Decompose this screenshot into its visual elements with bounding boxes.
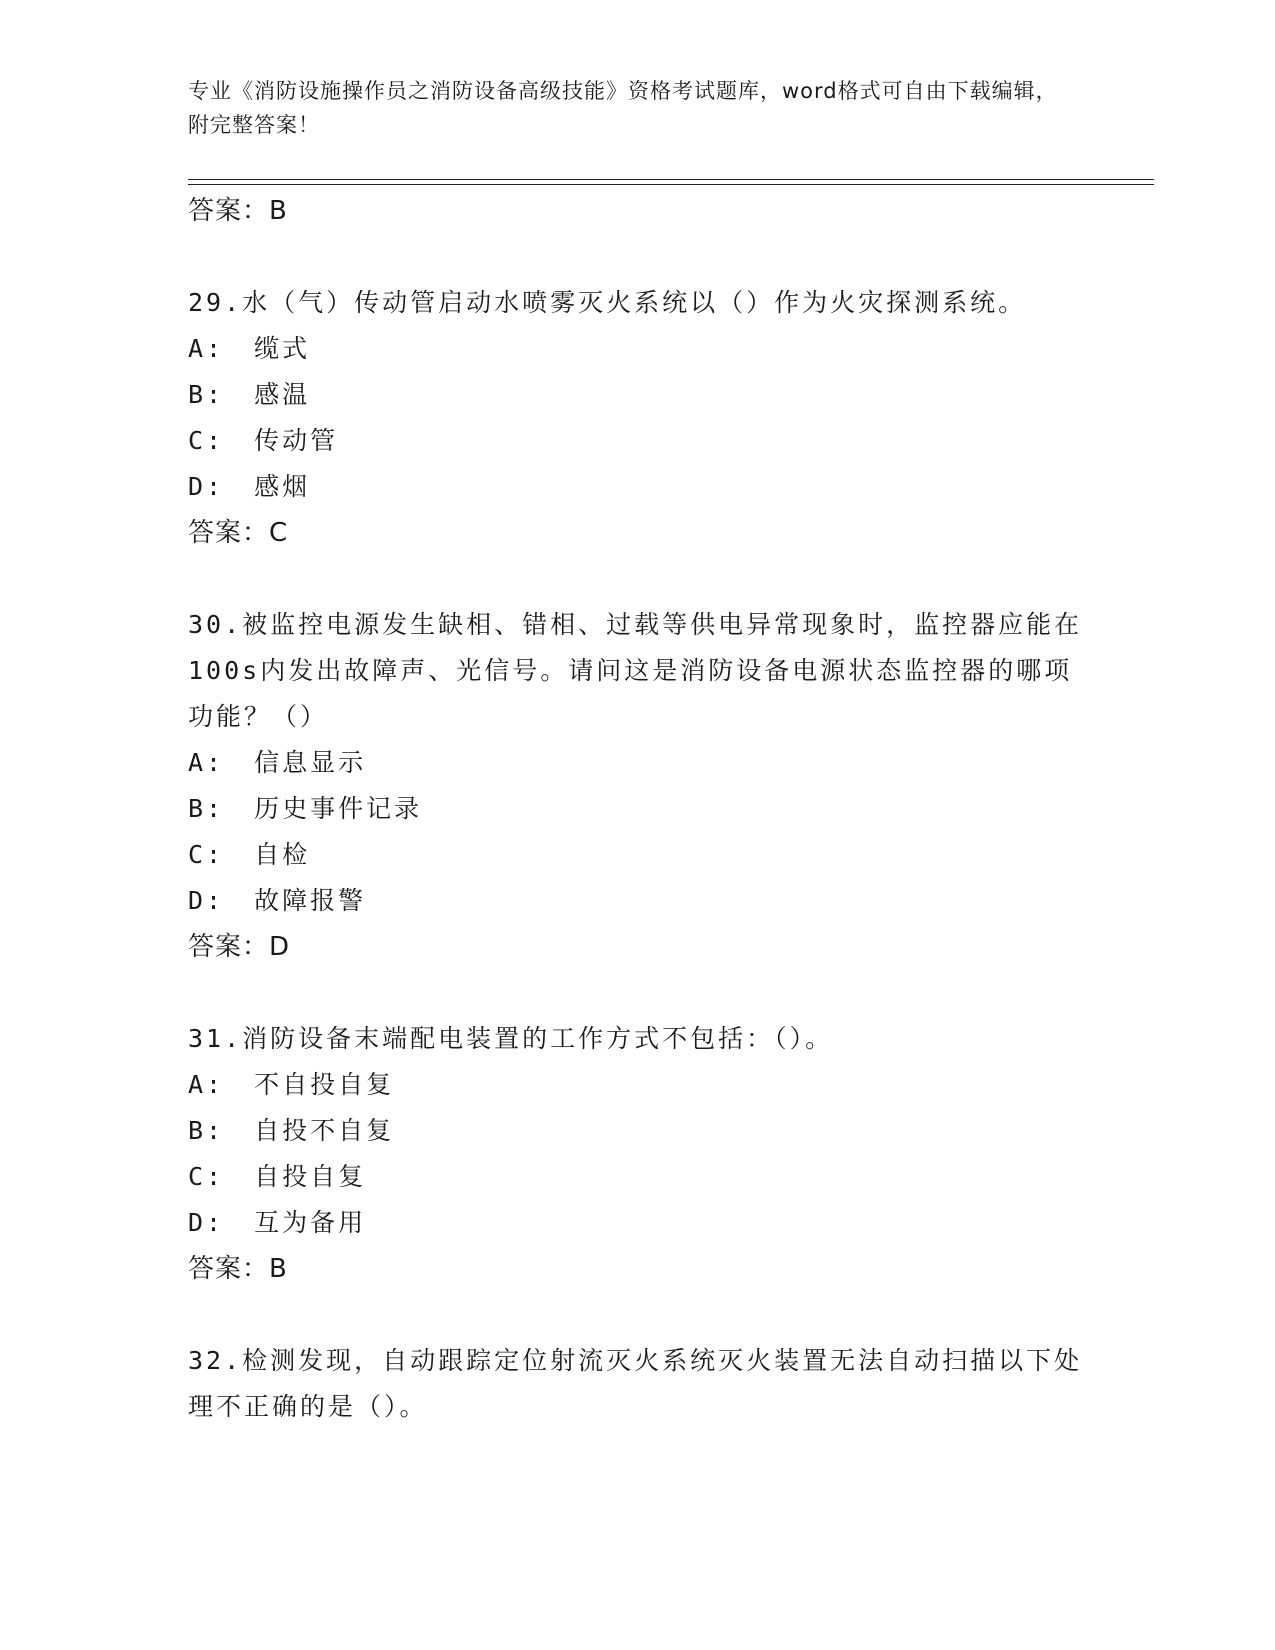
option-text: 不自投自复 [254, 1070, 395, 1099]
answer-line: 答案：B [188, 196, 288, 226]
option-letter: B: [188, 380, 225, 409]
option-d [188, 464, 1088, 510]
option-b [188, 1108, 1088, 1154]
option-d [188, 1200, 1088, 1246]
question-text: 32.检测发现，自动跟踪定位射流灭火系统灭火装置无法自动扫描以下处理不正确的是（）。 [188, 1346, 1083, 1421]
option-letter: A: [188, 1070, 225, 1099]
answer-line: 答案：C [188, 518, 289, 548]
option-text: 感烟 [254, 472, 311, 501]
option-text: 自投不自复 [254, 1116, 395, 1145]
option-text: 互为备用 [254, 1208, 367, 1237]
question-32 [188, 1338, 1088, 1430]
option-letter: D: [188, 1208, 225, 1237]
option-letter: C: [188, 840, 225, 869]
option-d [188, 878, 1088, 924]
option-b [188, 786, 1088, 832]
header-rule-top [188, 179, 1154, 180]
option-letter: C: [188, 1162, 225, 1191]
question-29 [188, 280, 1088, 556]
answer-line: 答案：D [188, 932, 291, 962]
option-text: 历史事件记录 [254, 794, 423, 823]
option-text: 自检 [254, 840, 311, 869]
option-text: 故障报警 [254, 886, 367, 915]
question-text: 30.被监控电源发生缺相、错相、过载等供电异常现象时，监控器应能在100s内发出故障声、光信号。请问这是消防设备电源状态监控器的哪项功能？（） [188, 610, 1083, 731]
question-list [188, 188, 1088, 1430]
option-a [188, 740, 1088, 786]
option-text: 缆式 [254, 334, 311, 363]
option-c [188, 832, 1088, 878]
question-30 [188, 602, 1088, 970]
option-letter: C: [188, 426, 225, 455]
option-text: 传动管 [254, 426, 339, 455]
option-letter: D: [188, 472, 225, 501]
option-c [188, 1154, 1088, 1200]
option-text: 自投自复 [254, 1162, 367, 1191]
question-text: 31.消防设备末端配电装置的工作方式不包括：（）。 [188, 1024, 834, 1053]
option-a [188, 326, 1088, 372]
question-text: 29.水（气）传动管启动水喷雾灭火系统以（）作为火灾探测系统。 [188, 288, 1027, 317]
document-header: 专业《消防设施操作员之消防设备高级技能》资格考试题库，word格式可自由下载编辑，附完整答案！ [188, 79, 1058, 137]
option-text: 信息显示 [254, 748, 367, 777]
header-rule-bottom [188, 184, 1154, 185]
option-c [188, 418, 1088, 464]
option-letter: D: [188, 886, 225, 915]
option-b [188, 372, 1088, 418]
answer-line: 答案：B [188, 1254, 288, 1284]
option-a [188, 1062, 1088, 1108]
option-letter: B: [188, 794, 225, 823]
option-text: 感温 [254, 380, 311, 409]
option-letter: A: [188, 334, 225, 363]
question-31 [188, 1016, 1088, 1292]
option-letter: A: [188, 748, 225, 777]
option-letter: B: [188, 1116, 225, 1145]
